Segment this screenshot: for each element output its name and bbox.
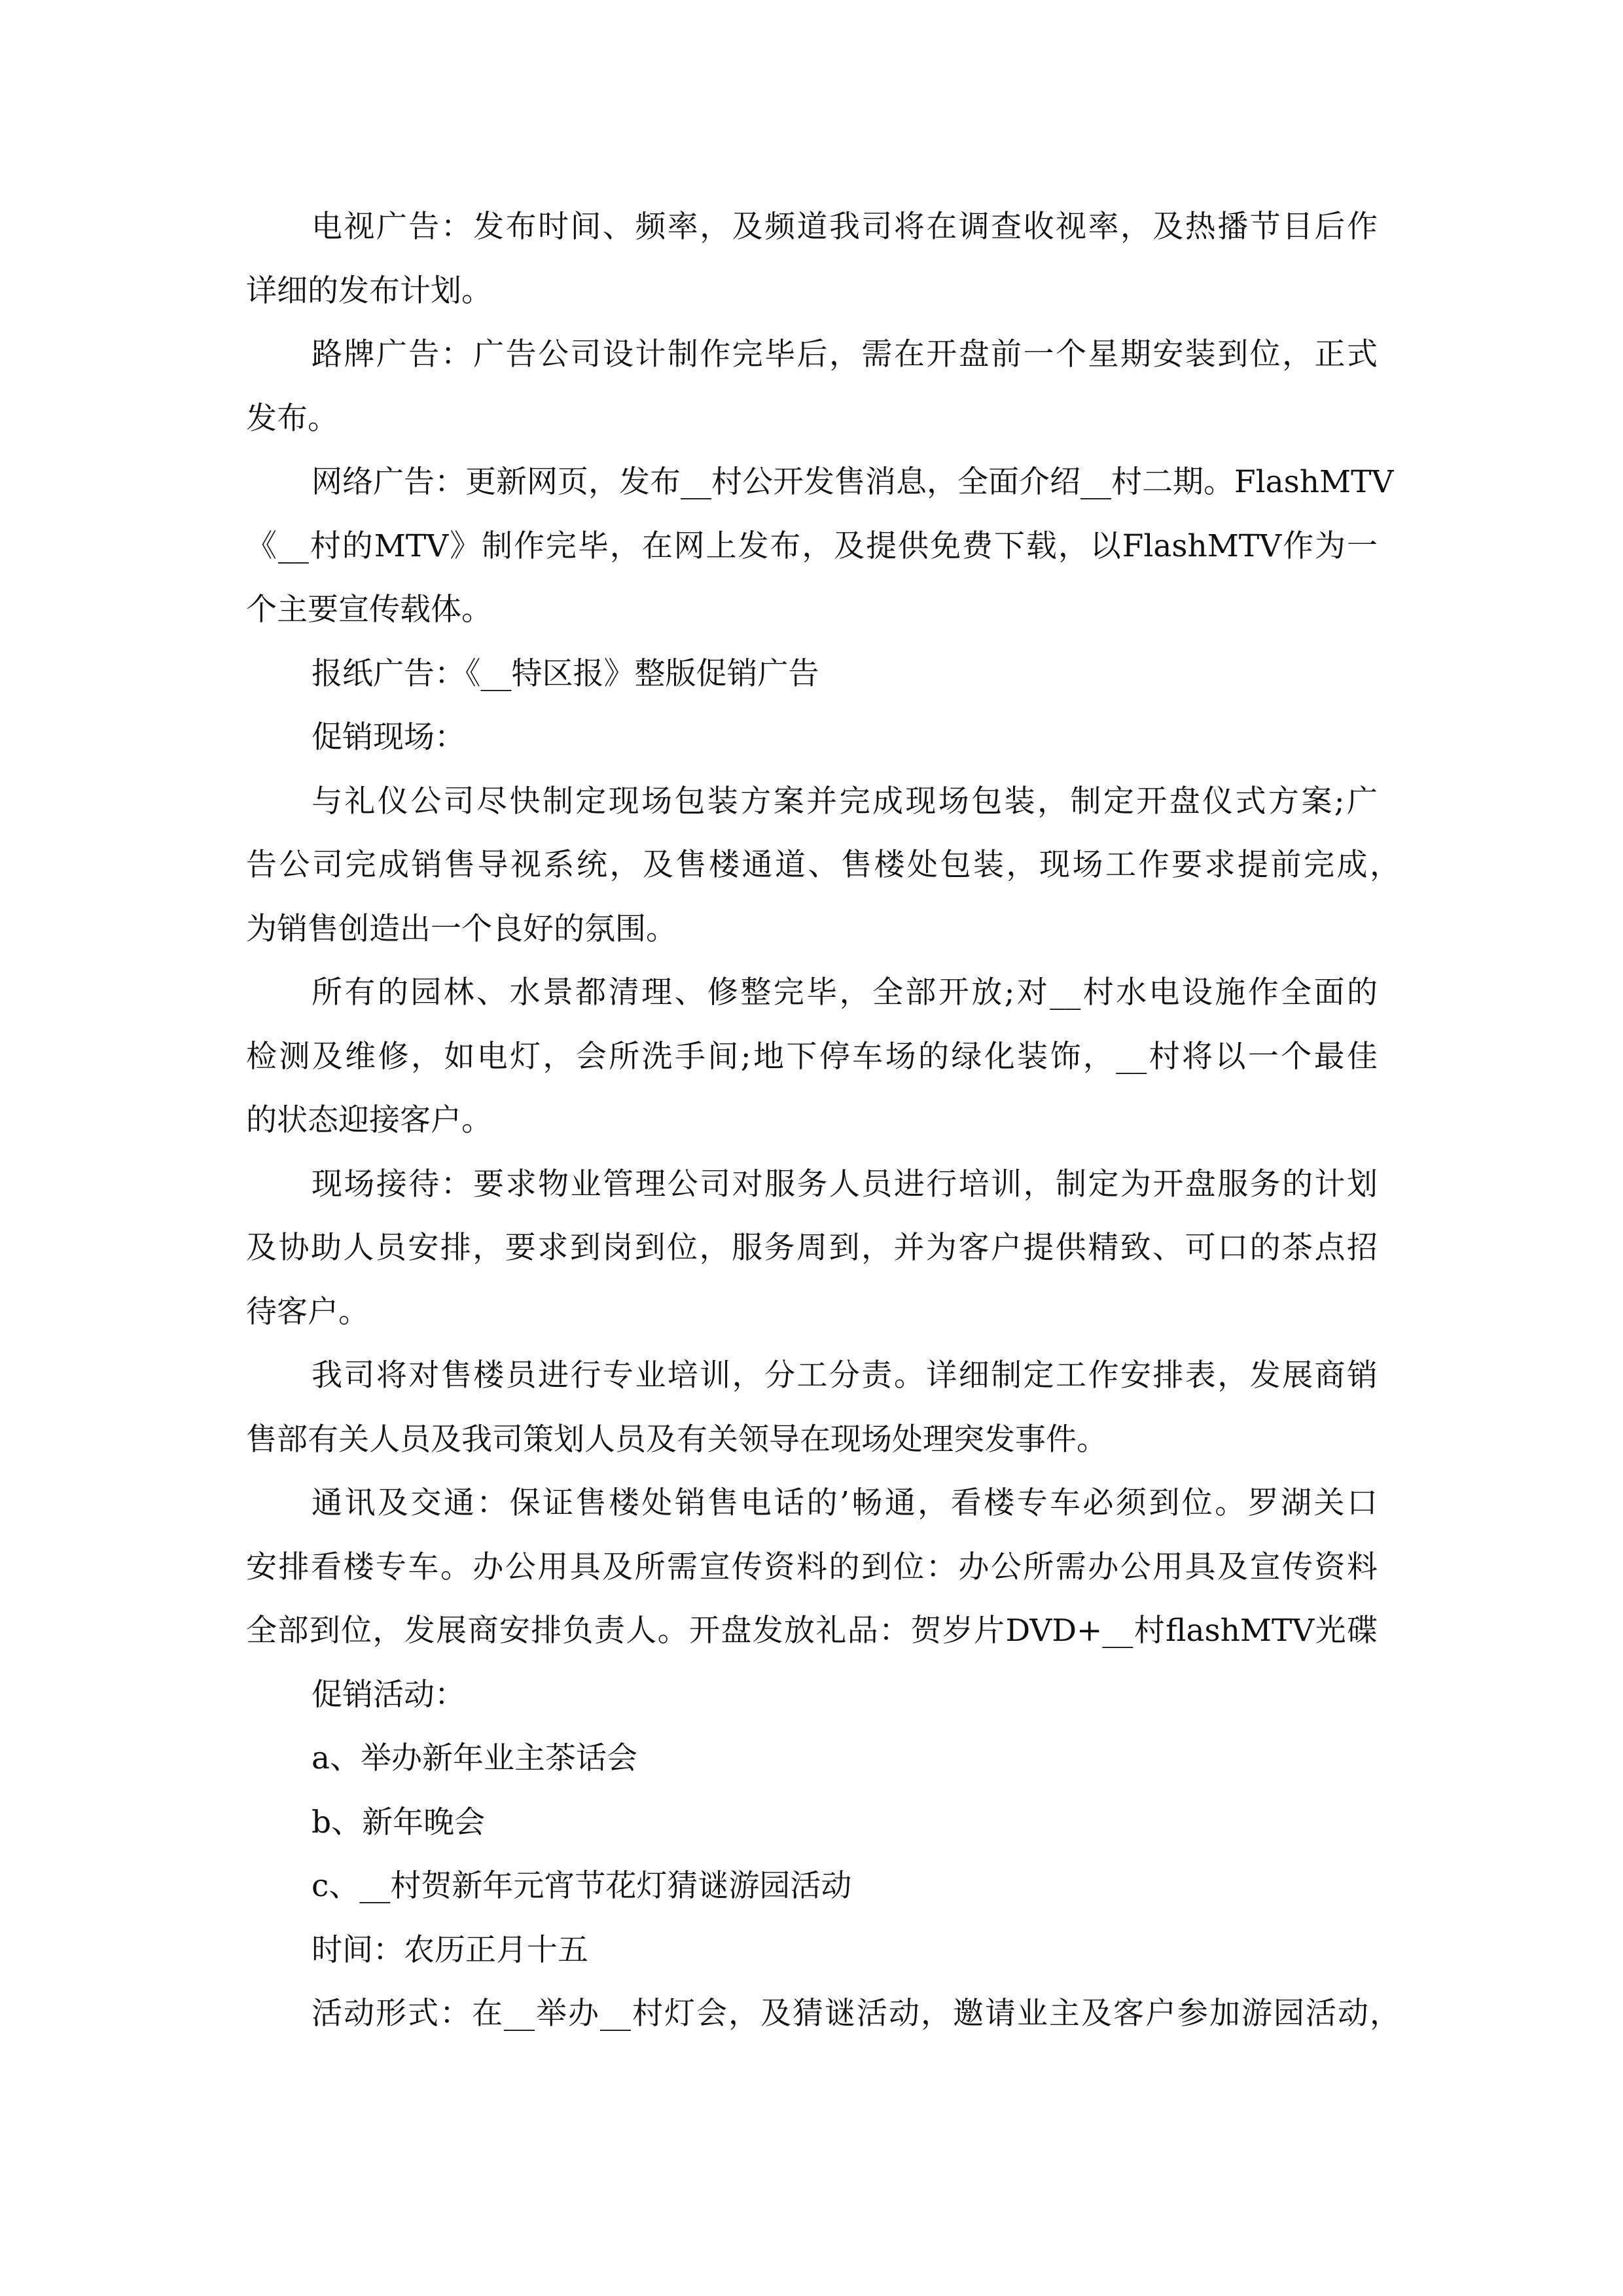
text-line: 与礼仪公司尽快制定现场包装方案并完成现场包装，制定开盘仪式方案;广 (312, 783, 1378, 819)
text-line: 全部到位，发展商安排负责人。开盘发放礼品：贺岁片DVD+__村flashMTV光碟 (246, 1613, 1378, 1649)
text-line: 我司将对售楼员进行专业培训，分工分责。详细制定工作安排表，发展商销 (312, 1357, 1378, 1393)
text-line: 现场接待：要求物业管理公司对服务人员进行培训，制定为开盘服务的计划 (312, 1166, 1378, 1202)
text-line: 所有的园林、水景都清理、修整完毕，全部开放;对__村水电设施作全面的 (312, 975, 1378, 1011)
text-line: c、__村贺新年元宵节花灯猜谜游园活动 (312, 1868, 852, 1904)
text-line: 待客户。 (246, 1293, 369, 1330)
text-line: 通讯及交通：保证售楼处销售电话的’畅通，看楼专车必须到位。罗湖关口 (312, 1485, 1378, 1521)
text-line: 《__村的MTV》制作完毕，在网上发布，及提供免费下载，以FlashMTV作为一 (246, 528, 1378, 564)
text-line: 安排看楼专车。办公用具及所需宣传资料的到位：办公所需办公用具及宣传资料 (246, 1549, 1378, 1585)
text-line: a、举办新年业主茶话会 (312, 1740, 638, 1776)
text-line: 详细的发布计划。 (246, 272, 492, 309)
text-line: 活动形式：在__举办__村灯会，及猜谜活动，邀请业主及客户参加游园活动， (312, 1996, 1400, 2032)
text-line: 售部有关人员及我司策划人员及有关领导在现场处理突发事件。 (246, 1421, 1107, 1458)
text-line: 电视广告：发布时间、频率，及频道我司将在调查收视率，及热播节目后作 (312, 209, 1378, 245)
text-line: 时间：农历正月十五 (312, 1931, 588, 1968)
text-line: 的状态迎接客户。 (246, 1102, 492, 1138)
text-line: 促销现场： (312, 719, 465, 755)
text-line: 告公司完成销售导视系统，及售楼通道、售楼处包装，现场工作要求提前完成， (246, 847, 1400, 883)
text-line: b、新年晚会 (312, 1804, 486, 1840)
text-line: 发布。 (246, 400, 338, 437)
text-line: 为销售创造出一个良好的氛围。 (246, 910, 677, 947)
text-line: 促销活动： (312, 1676, 465, 1713)
text-line: 检测及维修，如电灯，会所洗手间;地下停车场的绿化装饰，__村将以一个最佳 (246, 1038, 1378, 1075)
text-line: 个主要宣传载体。 (246, 592, 492, 628)
text-line: 及协助人员安排，要求到岗到位，服务周到，并为客户提供精致、可口的茶点招 (246, 1230, 1378, 1266)
text-line: 网络广告：更新网页，发布__村公开发售消息，全面介绍__村二期。FlashMTV (312, 464, 1394, 500)
text-line: 路牌广告：广告公司设计制作完毕后，需在开盘前一个星期安装到位，正式 (312, 336, 1378, 372)
text-line: 报纸广告：《__特区报》整版促销广告 (312, 655, 819, 692)
